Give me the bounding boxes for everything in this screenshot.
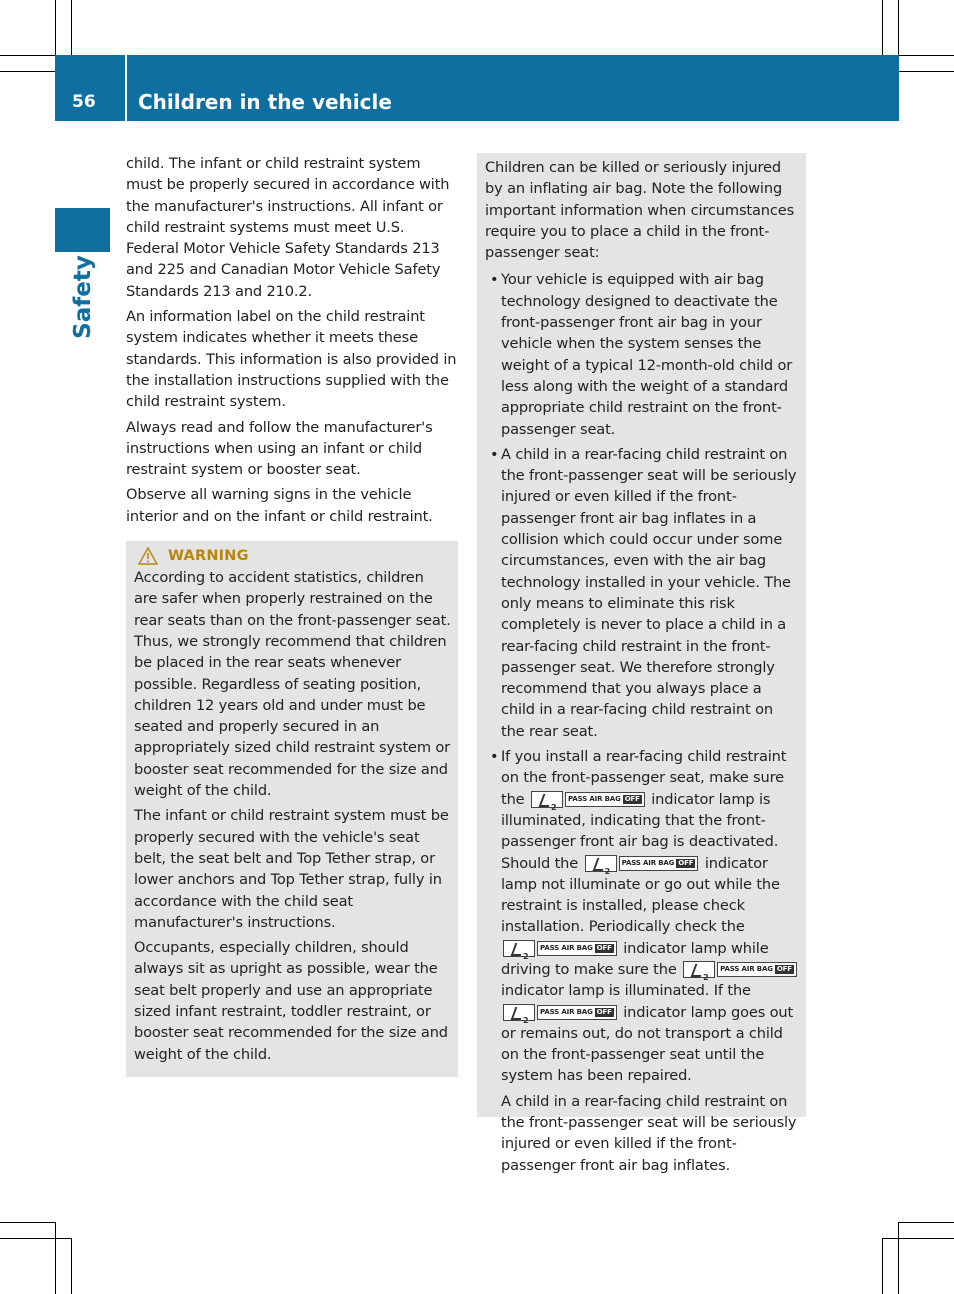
body-paragraph: Always read and follow the manufacturer's instructions when using an infant or child restraint system or booster seat. (126, 418, 433, 479)
warning-triangle-icon (138, 547, 158, 565)
crop-mark (898, 0, 899, 56)
page-number: 56 (72, 92, 96, 112)
warning-header (134, 547, 451, 565)
child-seat-icon (531, 791, 563, 808)
pass-air-bag-off-icon: PASS AIR BAG OFF (537, 1005, 617, 1020)
crop-mark (71, 1238, 72, 1294)
crop-mark (898, 1222, 954, 1223)
list-item: • A child in a rear-facing child restraint on the front-passenger seat will be seriously injured or even killed if the front-passenger front air bag inflates in a collision which could occur under some circumstances, even with the air bag technology installed in your vehicle. The only means to eliminate this risk completely is never to place a child in a rear-facing child restraint in the front-passenger seat. We therefore strongly recommend that you always place a child in a rear-facing child restraint on the rear seat. (485, 444, 799, 742)
side-tab-block (55, 208, 110, 252)
bullet-text: indicator lamp is illuminated. If the (501, 982, 751, 1000)
pass-air-bag-off-icon: PASS AIR BAG OFF (537, 941, 617, 956)
side-tab (55, 252, 110, 342)
body-paragraph: child. The infant or child restraint system must be properly secured in accordance with the manufacturer's instructions. All infant or child restraint systems must meet U.S. Federal Motor Vehicle Safety Standards 213 and 225 and Canadian Motor Vehicle Safety Standards 213 and 210.2. (126, 155, 450, 300)
bullet-text: If you install a rear-facing child restraint on the front-passenger seat, make sure the (501, 748, 787, 808)
right-column (477, 153, 806, 1174)
warning-paragraph: According to accident statistics, children are safer when properly restrained on the rear seats than on the front-passenger seat. Thus, we strongly recommend that children be placed in the rear seats whenever possible. Regardless of seating position, children 12 years old and under must be seated and properly secured in an appropriately sized child restraint system or booster seat recommended for the size and weight of the child. (134, 569, 451, 800)
left-column (126, 153, 458, 1077)
crop-mark (55, 0, 56, 56)
crop-mark (882, 1238, 883, 1294)
child-seat-icon (503, 1004, 535, 1021)
crop-mark (0, 1222, 56, 1223)
crop-mark (882, 0, 883, 56)
bullet-text: indicator lamp while driving to make sure the (501, 939, 769, 978)
crop-mark (882, 1238, 954, 1239)
crop-mark (55, 1222, 56, 1294)
crop-mark (898, 55, 954, 56)
info-box (477, 153, 806, 1174)
pass-air-bag-off-indicator (531, 791, 645, 808)
crop-mark (898, 1222, 899, 1294)
crop-mark (0, 55, 56, 56)
crop-mark (71, 0, 72, 56)
info-bullet-list (485, 269, 799, 1086)
bullet-text: indicator lamp goes out or remains out, do not transport a child on the front-passenger seat until the system has been repaired. (501, 1003, 794, 1085)
bullet-text: indicator lamp is illuminated, indicating that the front-passenger front air bag is deactivated. Should the (501, 790, 779, 872)
warning-box (126, 541, 458, 1077)
child-seat-icon (683, 961, 715, 978)
body-paragraph: Observe all warning signs in the vehicle interior and on the infant or child restraint. (126, 486, 433, 525)
crop-mark (0, 1238, 72, 1239)
pass-air-bag-off-indicator (683, 961, 797, 978)
body-paragraph: An information label on the child restraint system indicates whether it meets these standards. This information is also provided in the installation instructions supplied with the child restraint system. (126, 308, 457, 411)
pass-air-bag-off-indicator (585, 855, 699, 872)
pass-air-bag-off-indicator (503, 1004, 617, 1021)
side-tab-label: Safety (69, 255, 96, 339)
header-divider (125, 55, 127, 121)
list-item: • Your vehicle is equipped with air bag technology designed to deactivate the front-passenger front air bag in your vehicle when the system senses the weight of a typical 12-month-old child or less along with the weight of a standard appropriate child restraint on the front-passenger seat. (485, 269, 799, 439)
pass-air-bag-off-icon: PASS AIR BAG OFF (619, 856, 699, 871)
pass-air-bag-off-indicator (503, 940, 617, 957)
bullet-text: indicator lamp not illuminate or go out while the restraint is installed, please check installation. Periodically check the (501, 854, 780, 936)
list-item (485, 746, 799, 1087)
info-intro: Children can be killed or seriously injured by an inflating air bag. Note the following important information when circumstances require you to place a child in the front-passenger seat: (485, 159, 795, 262)
pass-air-bag-off-icon: PASS AIR BAG OFF (565, 792, 645, 807)
warning-title: WARNING (168, 548, 249, 565)
info-closing: A child in a rear-facing child restraint on the front-passenger seat will be seriously injured or even killed if the front-passenger front air bag inflates. (501, 1092, 797, 1174)
child-seat-icon (503, 940, 535, 957)
warning-paragraph: The infant or child restraint system must be properly secured with the vehicle's seat belt, the seat belt and Top Tether strap, or lower anchors and Top Tether strap, fully in accordance with the child seat manufacturer's instructions. (134, 807, 449, 931)
crop-mark (898, 71, 954, 72)
crop-mark (0, 71, 56, 72)
warning-paragraph: Occupants, especially children, should always sit as upright as possible, wear the seat belt properly and use an appropriate sized infant restraint, toddler restraint, or booster seat recommended for the size and weight of the child. (134, 939, 448, 1063)
pass-air-bag-off-icon: PASS AIR BAG OFF (717, 962, 797, 977)
child-seat-icon (585, 855, 617, 872)
section-title: Children in the vehicle (138, 90, 392, 114)
